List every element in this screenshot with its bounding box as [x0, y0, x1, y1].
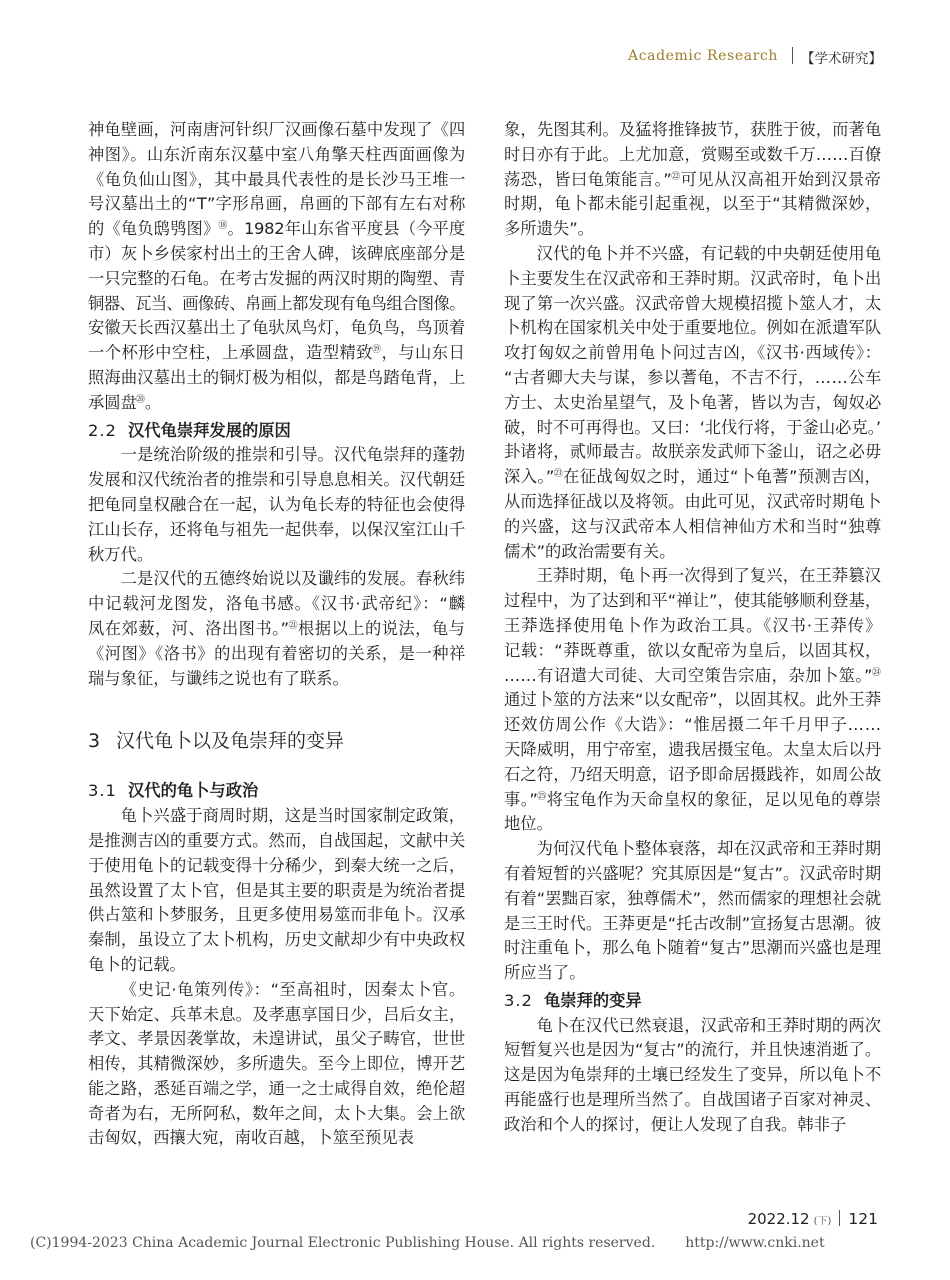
text-line: 天降威明，用宁帝室，遗我居摄宝龟。太皇太后以丹 [504, 739, 882, 759]
text-line: 时注重龟卜，那么龟卜随着“复古”思潮而兴盛也是理 [504, 938, 882, 958]
text-line: 奇者为右，无所阿私，数年之间，太卜大集。会上欲 [88, 1103, 466, 1123]
text-line: 现了第一次兴盛。汉武帝曾大规模招揽卜筮人才，太 [504, 293, 882, 313]
text-line: 卜主要发生在汉武帝和王莽时期。汉武帝时，龟卜出 [504, 268, 882, 288]
paragraph [504, 1014, 881, 1138]
paragraph [88, 443, 465, 567]
text-line: 二是汉代的五德终始说以及谶纬的发展。春秋纬 [120, 569, 466, 589]
text-line: 有着“罢黜百家，独尊儒术”，然而儒家的理想社会就 [504, 888, 882, 908]
text-line: 神龟壁画，河南唐河针织厂汉画像石墓中发现了《四 [88, 120, 466, 139]
section-number: 2.2 [88, 420, 117, 440]
text-line: 于使用龟卜的记载变得十分稀少，到秦大统一之后， [88, 855, 466, 875]
cnki-link[interactable]: http://www.cnki.net [685, 1235, 825, 1251]
text-line: 是推测吉凶的重要方式。然而，自战国起，文献中关 [88, 830, 466, 850]
text-line: 铜器、瓦当、画像砖、帛画上都发现有龟鸟组合图像。 [88, 293, 465, 313]
text-line: 所应当了。 [504, 963, 586, 983]
right-column [504, 118, 881, 1138]
text-line: 卦诸将，贰师最吉。故朕亲发武师下釜山，诏之必毋 [504, 442, 882, 462]
text-line: 这是因为龟崇拜的土壤已经发生了变异，所以龟卜不 [504, 1065, 882, 1085]
section-title: 龟崇拜的变异 [544, 990, 642, 1010]
text-line: 石之符，乃绍天明意，诏予即命居摄践祚，如周公故 [504, 764, 882, 784]
section-title: 汉代的龟卜与政治 [128, 781, 259, 801]
paragraph [88, 978, 465, 1152]
page-number: 121 [848, 1210, 878, 1228]
text-line: 记载：“莽既尊重，欲以女配帝为皇后，以固其权， [504, 640, 882, 660]
text-line: 一是统治阶级的推崇和引导。汉代龟崇拜的蓬勃 [120, 445, 466, 465]
text-line: 时日亦有于此。上尤加意，赏赐至或数千万……百僚 [504, 144, 882, 164]
text-line: 王莽选择使用龟卜作为政治工具。《汉书·王莽传》 [504, 615, 883, 635]
text-line: 击匈奴，西攘大宛，南收百越，卜筮至预见表 [88, 1128, 414, 1148]
subsection-heading [504, 989, 881, 1014]
text-line: 汉代的龟卜并不兴盛，有记载的中央朝廷使用龟 [536, 243, 882, 263]
text-line: 能之路，悉延百端之学，通一之士咸得自效，绝伦超 [88, 1078, 466, 1098]
text-line: 供占筮和卜梦服务，且更多使用易筮而非龟卜。汉承 [88, 905, 466, 925]
text-line: 象，先图其利。及猛将推锋披节，获胜于彼，而著龟 [504, 120, 882, 139]
footer-divider [839, 1210, 840, 1226]
section-number: 3 [88, 730, 101, 753]
paragraph [88, 118, 465, 416]
text-line: 有着短暂的兴盛呢？究其原因是“复古”。汉武帝时期 [504, 863, 882, 883]
text-line: 江山长存，还将龟与祖先一起供奉，以保汉室江山千 [88, 519, 466, 539]
text-line: 相传，其精微深妙，多所遗失。至今上即位，博开艺 [88, 1054, 466, 1074]
text-line: 事。”$^㉕$将宝龟作为天命皇权的象征，足以见龟的尊崇 [504, 789, 882, 809]
text-line: 卜机构在国家机关中处于重要地位。例如在派遣军队 [504, 318, 882, 338]
paragraph [88, 804, 465, 978]
paragraph [88, 567, 465, 691]
subsection-heading [88, 419, 465, 444]
text-line: 再能盛行也是理所当然了。自战国诸子百家对神灵、 [504, 1090, 882, 1110]
text-line: 孝文、孝景因袭掌故，未遑讲试，虽父子畴官，世世 [88, 1029, 466, 1049]
section-title: 汉代龟崇拜发展的原因 [128, 420, 291, 440]
text-line: 政治和个人的探讨，便让人发现了自我。韩非子 [504, 1114, 847, 1134]
text-line: 方士、太史治星望气，及卜龟著，皆以为吉，匈奴必 [504, 392, 882, 412]
text-line: 儒术”的政治需要有关。 [504, 541, 676, 561]
paragraph [504, 242, 881, 564]
text-line: 龟卜兴盛于商周时期，这是当时国家制定政策， [120, 806, 466, 826]
journal-section-cn: 【学术研究】 [801, 51, 882, 67]
paragraph [504, 564, 881, 837]
text-line: 发展和汉代统治者的推崇和引导息息相关。汉代朝廷 [88, 470, 466, 490]
text-line: 安徽天长西汉墓出土了龟驮凤鸟灯，龟负鸟，鸟顶着 [88, 318, 466, 338]
text-line: ……有诏遣大司徒、大司空策告宗庙，杂加卜筮。”$^㉔$ [504, 665, 881, 685]
left-column [88, 118, 465, 1151]
paragraph [504, 118, 881, 242]
text-line: 一个杯形中空柱，上承圆盘，造型精致⑲，与山东日 [88, 343, 465, 363]
text-line: 通过卜筮的方法来“以女配帝”，以固其权。此外王莽 [504, 690, 882, 710]
text-line: 从而选择征战以及将领。由此可见，汉武帝时期龟卜 [504, 491, 882, 511]
text-line: 为何汉代龟卜整体衰落，却在汉武帝和王莽时期 [536, 839, 882, 859]
journal-name-en: Academic Research [628, 48, 778, 64]
text-line: “古者卿大夫与谋，参以蓍龟，不吉不行，……公车 [504, 367, 882, 387]
paragraph [504, 837, 881, 986]
text-line: 天下始定、兵革未息。及孝惠享国日少，吕后女主， [88, 1004, 466, 1024]
text-line: 承圆盘⑳。 [88, 392, 162, 412]
page-footer [748, 1210, 878, 1228]
text-line: 攻打匈奴之前曾用龟卜问过吉凶，《汉书·西域传》： [504, 343, 882, 363]
page-header [0, 0, 950, 80]
header-divider [792, 47, 793, 64]
text-line: 照海曲汉墓出土的铜灯极为相似，都是鸟踏龟背，上 [88, 367, 466, 387]
text-line: 龟卜的记载。 [88, 954, 186, 974]
section-heading [88, 729, 465, 753]
text-line: 瑞与象征，与谶纬之说也有了联系。 [88, 668, 349, 688]
text-line: 中记载河龙图发，洛龟书感。《汉书·武帝纪》：“麟 [88, 594, 467, 614]
text-line: 市）灰卜乡侯家村出土的王舍人碑，该碑底座部分是 [88, 243, 466, 263]
text-line: 把龟同皇权融合在一起，认为龟长寿的特征也会使得 [88, 494, 466, 514]
text-line: 号汉墓出土的“T”字形帛画，帛画的下部有左右对称 [88, 194, 466, 214]
text-line: 《史记·龟策列传》：“至高祖时，因秦太卜官。 [120, 979, 466, 999]
text-line: 时期，龟卜都未能引起重视，以至于“其精微深妙， [504, 194, 882, 214]
section-number: 3.1 [88, 781, 117, 801]
text-line: 多所遗失”。 [504, 219, 594, 239]
text-line: 深入。”$^㉓$在征战匈奴之时，通过“卜龟蓍”预测吉凶， [504, 467, 881, 487]
text-line: 的《龟负鸱鸮图》⑱。1982年山东省平度县（今平度 [88, 219, 465, 239]
text-line: 是三王时代。王莽更是“托古改制”宣扬复古思潮。彼 [504, 913, 882, 933]
text-line: 《龟负仙山图》，其中最具代表性的是长沙马王堆一 [88, 169, 466, 189]
section-number: 3.2 [504, 990, 533, 1010]
text-line: 还效仿周公作《大诰》：“惟居摄二年千月甲子…… [504, 715, 882, 735]
text-line: 一只完整的石龟。在考古发掘的两汉时期的陶塑、青 [88, 268, 466, 288]
subsection-heading [88, 779, 465, 804]
text-line: 秦制，虽设立了太卜机构，历史文献却少有中央政权 [88, 930, 466, 950]
text-line: 荡恐，皆曰龟策能言。”$^㉒$可见从汉高祖开始到汉景帝 [504, 169, 882, 189]
issue-half: (下) [813, 1216, 832, 1227]
text-line: 的兴盛，这与汉武帝本人相信神仙方术和当时“独尊 [504, 516, 882, 536]
text-line: 短暂复兴也是因为“复古”的流行，并且快速消逝了。 [504, 1040, 882, 1060]
issue-date: 2022.12 [747, 1210, 810, 1228]
text-line: 破，时不可再得也。又曰：‘北伐行将，于釜山必克。’ [504, 417, 882, 437]
text-line: 神图》。山东沂南东汉墓中室八角擎天柱西面画像为 [88, 144, 466, 164]
copyright-text: (C)1994-2023 China Academic Journal Electronic Publishing House. All rights reserved. [30, 1235, 656, 1251]
text-line: 王莽时期，龟卜再一次得到了复兴，在王莽篡汉 [536, 566, 882, 586]
text-line: 龟卜在汉代已然衰退，汉武帝和王莽时期的两次 [536, 1015, 882, 1035]
text-line: 过程中，为了达到和平“禅让”，使其能够顺利登基， [504, 591, 882, 611]
text-line: 《河图》《洛书》的出现有着密切的关系，是一种祥 [88, 643, 466, 663]
text-line: 凤在郊薮，河、洛出图书。”$^㉑$根据以上的说法，龟与 [88, 618, 466, 638]
text-line: 秋万代。 [88, 544, 154, 564]
section-title: 汉代龟卜以及龟崇拜的变异 [116, 730, 345, 753]
text-line: 地位。 [504, 814, 553, 834]
copyright-notice [30, 1235, 825, 1251]
text-line: 虽然设置了太卜官，但是其主要的职责是为统治者提 [88, 880, 466, 900]
